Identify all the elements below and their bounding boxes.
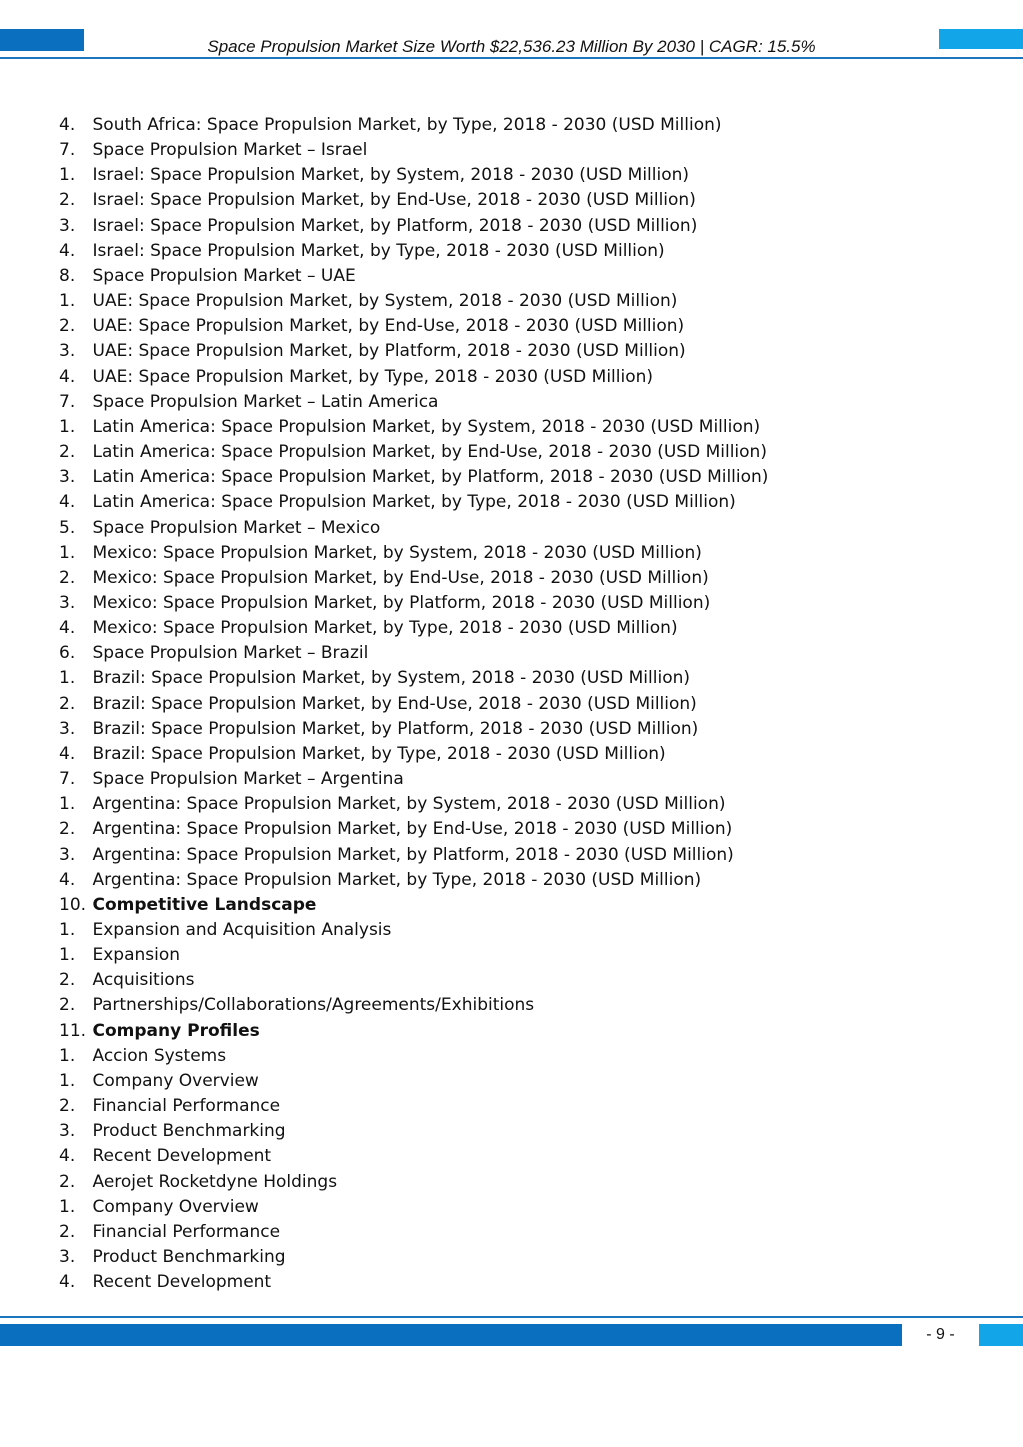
toc-entry-text: Space Propulsion Market – UAE	[92, 265, 356, 286]
toc-entry	[59, 138, 999, 163]
toc-entry-text: Company Overview	[92, 1196, 259, 1217]
toc-entry-text: Product Benchmarking	[92, 1247, 286, 1268]
toc-entry-text: Israel: Space Propulsion Market, by End-Use, 2018 - 2030 (USD Million)	[92, 190, 696, 211]
toc-entry	[59, 239, 999, 264]
toc-entry	[59, 1170, 999, 1195]
toc-entry	[59, 163, 999, 188]
toc-entry	[59, 1094, 999, 1119]
toc-entry	[59, 1119, 999, 1144]
footer-accent-bar	[0, 1324, 902, 1346]
toc-entry-number: 3.	[59, 467, 76, 488]
toc-entry-number: 1.	[59, 668, 76, 689]
header-accent-right	[939, 29, 1023, 49]
toc-entry-text: Space Propulsion Market – Brazil	[92, 643, 369, 664]
toc-entry	[59, 465, 999, 490]
toc-entry	[59, 742, 999, 767]
toc-entry-text: Company Overview	[92, 1070, 259, 1091]
toc-entry	[59, 490, 999, 515]
toc-entry-number: 1.	[59, 542, 76, 563]
toc-entry-number: 4.	[59, 618, 76, 639]
toc-entry-number: 4.	[59, 492, 76, 513]
toc-entry-number: 2.	[59, 190, 76, 211]
toc-entry-number: 11.	[59, 1020, 87, 1041]
toc-entry	[59, 113, 999, 138]
toc-entry	[59, 415, 999, 440]
toc-entry-number: 7.	[59, 769, 76, 790]
toc-entry-text: UAE: Space Propulsion Market, by End-Use, 2018 - 2030 (USD Million)	[92, 316, 685, 337]
toc-entry	[59, 968, 999, 993]
toc-entry-number: 4.	[59, 743, 76, 764]
toc-entry-number: 2.	[59, 1171, 76, 1192]
toc-entry-text: UAE: Space Propulsion Market, by System, 2018 - 2030 (USD Million)	[92, 291, 678, 312]
header-divider	[0, 57, 1023, 59]
page-number: - 9 -	[926, 1326, 955, 1343]
toc-entry-number: 5.	[59, 517, 76, 538]
toc-entry-number: 4.	[59, 869, 76, 890]
toc-entry-number: 1.	[59, 416, 76, 437]
toc-entry-number: 2.	[59, 316, 76, 337]
toc-entry-number: 1.	[59, 291, 76, 312]
footer-divider	[0, 1316, 1023, 1318]
toc-entry	[59, 767, 999, 792]
toc-entry-number: 1.	[59, 1070, 76, 1091]
toc-entry	[59, 440, 999, 465]
toc-entry-number: 4.	[59, 366, 76, 387]
toc-entry-text: Mexico: Space Propulsion Market, by Type, 2018 - 2030 (USD Million)	[92, 618, 678, 639]
toc-entry	[59, 1245, 999, 1270]
toc-entry	[59, 1069, 999, 1094]
toc-entry	[59, 641, 999, 666]
toc-entry-text: Competitive Landscape	[92, 894, 317, 915]
toc-entry-text: Mexico: Space Propulsion Market, by System, 2018 - 2030 (USD Million)	[92, 542, 702, 563]
toc-entry-text: Latin America: Space Propulsion Market, by End-Use, 2018 - 2030 (USD Million)	[92, 442, 767, 463]
toc-entry	[59, 188, 999, 213]
toc-entry-number: 8.	[59, 265, 76, 286]
toc-entry-number: 2.	[59, 693, 76, 714]
toc-entry-text: Accion Systems	[92, 1045, 227, 1066]
toc-entry-text: Space Propulsion Market – Latin America	[92, 391, 439, 412]
toc-entry	[59, 868, 999, 893]
toc-entry	[59, 893, 999, 918]
toc-entry-text: Acquisitions	[92, 970, 195, 991]
toc-entry-number: 1.	[59, 920, 76, 940]
toc-entry-text: Financial Performance	[92, 1096, 281, 1117]
toc-entry-text: Aerojet Rocketdyne Holdings	[92, 1171, 338, 1192]
toc-entry-number: 4.	[59, 115, 76, 135]
toc-entry-text: Recent Development	[92, 1146, 272, 1167]
toc-entry	[59, 1270, 999, 1295]
toc-entry	[59, 214, 999, 239]
toc-entry-text: Brazil: Space Propulsion Market, by Platform, 2018 - 2030 (USD Million)	[92, 718, 699, 739]
toc-entry-text: Israel: Space Propulsion Market, by System, 2018 - 2030 (USD Million)	[92, 165, 690, 186]
toc-entry-number: 2.	[59, 442, 76, 463]
toc-entry-text: Space Propulsion Market – Israel	[92, 140, 368, 161]
toc-entry-text: UAE: Space Propulsion Market, by Type, 2018 - 2030 (USD Million)	[92, 366, 654, 387]
toc-entry	[59, 993, 999, 1018]
toc-entry	[59, 943, 999, 968]
toc-entry-number: 4.	[59, 240, 76, 261]
toc-entry-text: Financial Performance	[92, 1221, 281, 1242]
toc-entry-text: Product Benchmarking	[92, 1121, 286, 1142]
toc-entry-number: 10.	[59, 894, 87, 915]
toc-entry-text: Argentina: Space Propulsion Market, by End-Use, 2018 - 2030 (USD Million)	[92, 819, 733, 840]
toc-entry-number: 1.	[59, 945, 76, 966]
header-accent-left	[0, 29, 84, 51]
toc-entry-number: 3.	[59, 1247, 76, 1268]
toc-entry-text: Brazil: Space Propulsion Market, by Type, 2018 - 2030 (USD Million)	[92, 743, 666, 764]
toc-entry	[59, 566, 999, 591]
toc-entry	[59, 289, 999, 314]
toc-entry	[59, 516, 999, 541]
toc-entry	[59, 591, 999, 616]
toc-entry-number: 1.	[59, 1045, 76, 1066]
toc-entry	[59, 1195, 999, 1220]
toc-entry-text: Israel: Space Propulsion Market, by Platform, 2018 - 2030 (USD Million)	[92, 215, 698, 236]
toc-entry-text: Mexico: Space Propulsion Market, by Platform, 2018 - 2030 (USD Million)	[92, 592, 711, 613]
toc-entry-number: 2.	[59, 1096, 76, 1117]
toc-entry	[59, 339, 999, 364]
toc-entry-number: 3.	[59, 844, 76, 865]
toc-entry	[59, 541, 999, 566]
footer-accent-right	[979, 1324, 1023, 1346]
toc-entry-text: Mexico: Space Propulsion Market, by End-Use, 2018 - 2030 (USD Million)	[92, 567, 709, 588]
toc-entry-number: 3.	[59, 718, 76, 739]
toc-entry-number: 2.	[59, 567, 76, 588]
toc-entry-number: 4.	[59, 1146, 76, 1167]
toc-entry	[59, 314, 999, 339]
toc-entry	[59, 1220, 999, 1245]
toc-entry-text: Latin America: Space Propulsion Market, by Type, 2018 - 2030 (USD Million)	[92, 492, 736, 513]
toc-entry	[59, 390, 999, 415]
toc-entry-number: 3.	[59, 592, 76, 613]
toc-entry-text: UAE: Space Propulsion Market, by Platform, 2018 - 2030 (USD Million)	[92, 341, 686, 362]
toc-entry-number: 6.	[59, 643, 76, 664]
toc-entry	[59, 666, 999, 691]
toc-entry-number: 1.	[59, 165, 76, 186]
toc-entry-text: Latin America: Space Propulsion Market, by System, 2018 - 2030 (USD Million)	[92, 416, 761, 437]
toc-entry	[59, 1044, 999, 1069]
toc-entry-text: Argentina: Space Propulsion Market, by Platform, 2018 - 2030 (USD Million)	[92, 844, 734, 865]
toc-entry	[59, 792, 999, 817]
toc-entry	[59, 616, 999, 641]
toc-entry-text: Israel: Space Propulsion Market, by Type, 2018 - 2030 (USD Million)	[92, 240, 665, 261]
toc-entry-number: 7.	[59, 140, 76, 161]
toc-entry-number: 1.	[59, 794, 76, 815]
toc-entry-number: 2.	[59, 819, 76, 840]
toc-entry-number: 3.	[59, 341, 76, 362]
toc-entry	[59, 918, 999, 943]
toc-entry	[59, 1019, 999, 1044]
toc-entry-text: Space Propulsion Market – Argentina	[92, 769, 404, 790]
toc-entry	[59, 1144, 999, 1169]
toc-entry-text: Expansion and Acquisition Analysis	[92, 920, 392, 940]
page-header-title: Space Propulsion Market Size Worth $22,536.23 Million By 2030 | CAGR: 15.5%	[207, 37, 816, 56]
toc-entry	[59, 365, 999, 390]
table-of-contents	[59, 113, 999, 1295]
toc-entry-number: 3.	[59, 215, 76, 236]
toc-entry-text: Latin America: Space Propulsion Market, by Platform, 2018 - 2030 (USD Million)	[92, 467, 769, 488]
toc-entry-number: 7.	[59, 391, 76, 412]
toc-entry-text: Expansion	[92, 945, 181, 966]
toc-entry	[59, 843, 999, 868]
toc-entry-text: Brazil: Space Propulsion Market, by End-Use, 2018 - 2030 (USD Million)	[92, 693, 697, 714]
toc-entry-text: Company Profiles	[92, 1020, 260, 1041]
toc-entry-text: South Africa: Space Propulsion Market, by Type, 2018 - 2030 (USD Million)	[92, 115, 722, 135]
toc-entry-number: 3.	[59, 1121, 76, 1142]
toc-entry-text: Brazil: Space Propulsion Market, by System, 2018 - 2030 (USD Million)	[92, 668, 690, 689]
toc-entry-number: 2.	[59, 995, 76, 1016]
toc-entry-text: Argentina: Space Propulsion Market, by System, 2018 - 2030 (USD Million)	[92, 794, 726, 815]
toc-entry	[59, 817, 999, 842]
toc-entry	[59, 692, 999, 717]
toc-entry-number: 1.	[59, 1196, 76, 1217]
toc-entry	[59, 717, 999, 742]
toc-entry	[59, 264, 999, 289]
toc-entry-text: Partnerships/Collaborations/Agreements/Exhibitions	[92, 995, 535, 1016]
toc-entry-text: Recent Development	[92, 1272, 272, 1293]
toc-entry-text: Argentina: Space Propulsion Market, by Type, 2018 - 2030 (USD Million)	[92, 869, 702, 890]
toc-entry-number: 2.	[59, 970, 76, 991]
toc-entry-number: 2.	[59, 1221, 76, 1242]
toc-entry-text: Space Propulsion Market – Mexico	[92, 517, 381, 538]
toc-entry-number: 4.	[59, 1272, 76, 1293]
